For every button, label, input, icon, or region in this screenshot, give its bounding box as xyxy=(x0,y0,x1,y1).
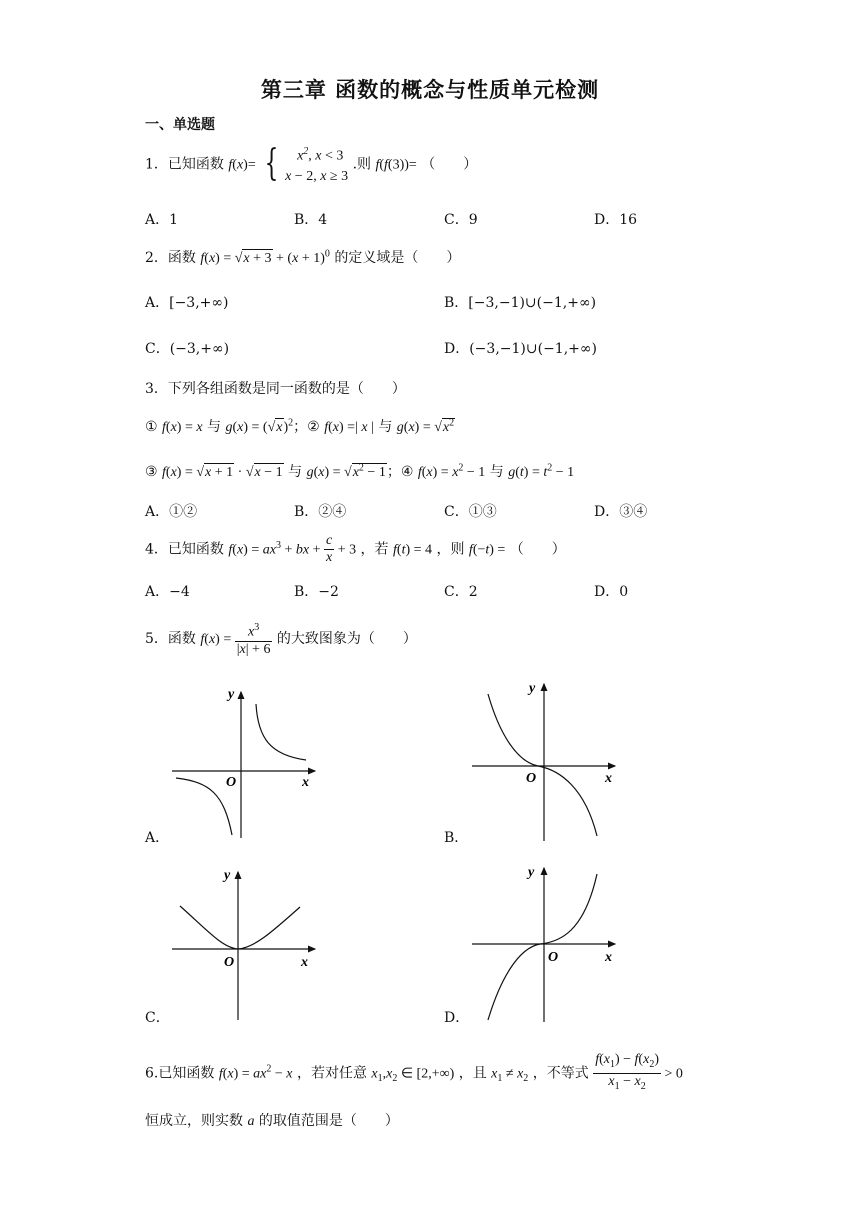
q2-option-b[interactable]: B．[−3,−1)∪(−1,+∞) xyxy=(444,295,597,311)
y-label: y xyxy=(528,865,535,880)
question-1: 1．已知函数 f(x)= { $x^2$, x < 3 x − 2, x ≥ 3 .则 f(f(3))= （ ） xyxy=(145,143,478,185)
q1-option-b[interactable]: B．4 xyxy=(294,212,328,228)
question-4: 4．已知函数 $f(x) = ax^3$ + bx + $\frac{c}{x}$ + 3 ，若 f(t) = 4 ，则 f(−t) = （ ） xyxy=(145,533,566,565)
x-label: x xyxy=(605,950,612,965)
origin-label: O xyxy=(548,950,559,965)
q1-option-d[interactable]: D．16 xyxy=(594,212,638,228)
page-title: 第三章 函数的概念与性质单元检测 xyxy=(260,78,600,102)
q1-option-a[interactable]: A．1 xyxy=(145,212,179,228)
q4-option-a[interactable]: A．−4 xyxy=(145,584,190,600)
question-6: 6.已知函数 $f(x) = ax^2 - x$ ，若对任意 $x_1,x_2$ ∈ [2,+∞) ，且 $x_1 \ne x_2$ ，不等式 $\frac{f(x_1) - f(x_2)}{x_1 - x_2}$ > 0 xyxy=(145,1052,683,1092)
y-label: y xyxy=(228,687,235,702)
curve-branch xyxy=(176,778,232,835)
x-label: x xyxy=(301,955,308,970)
y-label: y xyxy=(529,681,536,696)
q4-option-b[interactable]: B．−2 xyxy=(294,584,339,600)
curve xyxy=(180,906,300,949)
q3-pair-3-4: ③ f(x) = √x + 1 · √x − 1 与 $g(x) = √x^2 - 1$；④ $f(x) = x^2 - 1$ 与 $g(t) = t^2 - 1$ xyxy=(145,462,575,480)
q5-option-d[interactable]: D． xyxy=(444,1010,470,1026)
origin-label: O xyxy=(224,955,235,970)
curve xyxy=(488,694,597,836)
graph-a xyxy=(160,680,330,840)
q5-option-c[interactable]: C． xyxy=(145,1010,170,1026)
q3-option-a[interactable]: A．①② xyxy=(145,504,198,520)
q5-option-b[interactable]: B． xyxy=(444,830,469,846)
brace-icon: { xyxy=(264,143,279,185)
x-label: x xyxy=(605,771,612,786)
q3-pair-1-2: ① f(x) = x 与 $g(x) = (√x)^2$；② f(x) =| x | 与 $g(x) = √x^2$ xyxy=(145,417,455,435)
q1-prefix: 1．已知函数 xyxy=(145,156,224,173)
q4-option-d[interactable]: D．0 xyxy=(594,584,629,600)
x-label: x xyxy=(302,775,309,790)
origin-label: O xyxy=(226,775,237,790)
q1-option-c[interactable]: C．9 xyxy=(444,212,478,228)
graph-d xyxy=(460,860,630,1025)
graph-b xyxy=(460,676,630,846)
q2-option-d[interactable]: D．(−3,−1)∪(−1,+∞) xyxy=(444,341,598,357)
question-6-line-2: 恒成立，则实数 a 的取值范围是（ ） xyxy=(145,1113,399,1129)
y-label: y xyxy=(224,868,231,883)
section-heading: 一、单选题 xyxy=(145,117,215,133)
q4-option-c[interactable]: C．2 xyxy=(444,584,478,600)
q3-option-c[interactable]: C．①③ xyxy=(444,504,497,520)
origin-label: O xyxy=(526,771,537,786)
q2-option-c[interactable]: C．(−3,+∞) xyxy=(145,341,230,357)
q3-option-b[interactable]: B．②④ xyxy=(294,504,347,520)
curve xyxy=(488,874,597,1020)
q3-option-d[interactable]: D．③④ xyxy=(594,504,648,520)
question-5: 5．函数 f(x) = $\frac{x^3}{|x| + 6}$ 的大致图象为（ ） xyxy=(145,622,417,657)
curve-branch xyxy=(256,704,306,760)
graph-c xyxy=(160,862,330,1022)
q5-option-a[interactable]: A． xyxy=(145,830,170,846)
q2-option-a[interactable]: A．[−3,+∞) xyxy=(145,295,229,311)
question-3: 3．下列各组函数是同一函数的是（ ） xyxy=(145,381,406,397)
question-2: 2．函数 $f(x) = √x + 3 + (x + 1)^0$ 的定义域是（ ） xyxy=(145,248,461,266)
